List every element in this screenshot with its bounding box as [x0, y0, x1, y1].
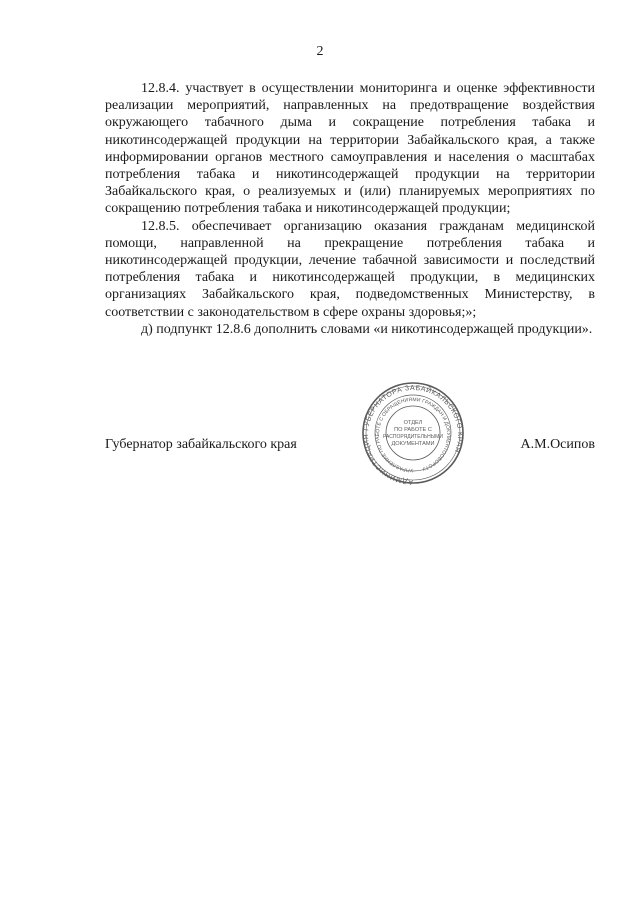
seal-center-line-2: ПО РАБОТЕ С [394, 427, 432, 433]
seal-inner-circle [386, 406, 440, 460]
seal-center-line-1: ОТДЕЛ [403, 420, 423, 426]
official-seal-stamp [352, 381, 474, 485]
signature-block [105, 437, 595, 457]
signature-title: Губернатор забайкальского края [105, 437, 297, 452]
page-number: 2 [316, 44, 324, 59]
seal-graphic [352, 381, 474, 485]
paragraph-12-8-4: 12.8.4. участвует в осуществлении мониторинга и оценке эффективности реализации мероприятий, направленных на предотвращение воздействия окружающего табачного дыма и сокращение потребления табака и никотинсодержащей продукции на территории Забайкальского края, а также информировании органов местного самоуправления и населения о масштабах потребления табака и никотинсодержащей продукции на территории Забайкальского края, о реализуемых и (или) планируемых мероприятиях по сокращению потребления табака и никотинсодержащей продукции; [105, 81, 595, 217]
paragraph-d: д) подпункт 12.8.6 дополнить словами «и никотинсодержащей продукции». [141, 321, 593, 337]
paragraph-12-8-5: 12.8.5. обеспечивает организацию оказания гражданам медицинской помощи, направленной на прекращение потребления табака и никотинсодержащей продукции, лечение табачной зависимости и последствий потребления табака и никотинсодержащей продукции, в медицинских организациях Забайкальского края, подведомственных Министерству, в соответствии с законодательством в сфере охраны здоровья;»; [105, 218, 595, 320]
document-body [105, 80, 595, 338]
seal-center-line-4: ДОКУМЕНТАМИ [391, 441, 435, 447]
seal-center-line-3: РАСПОРЯДИТЕЛЬНЫМИ [383, 434, 443, 440]
seal-inner-ring-text: УПРАВЛЕНИЕ ПО РАБОТЕ С ОБРАЩЕНИЯМИ ГРАЖДАН И ДОКУМЕНТООБОРОТУ [374, 396, 452, 474]
seal-outer-ring-text: АДМИНИСТРАЦИЯ ГУБЕРНАТОРА ЗАБАЙКАЛЬСКОГО КРАЯ [362, 384, 464, 485]
signature-name: А.М.Осипов [520, 437, 595, 452]
